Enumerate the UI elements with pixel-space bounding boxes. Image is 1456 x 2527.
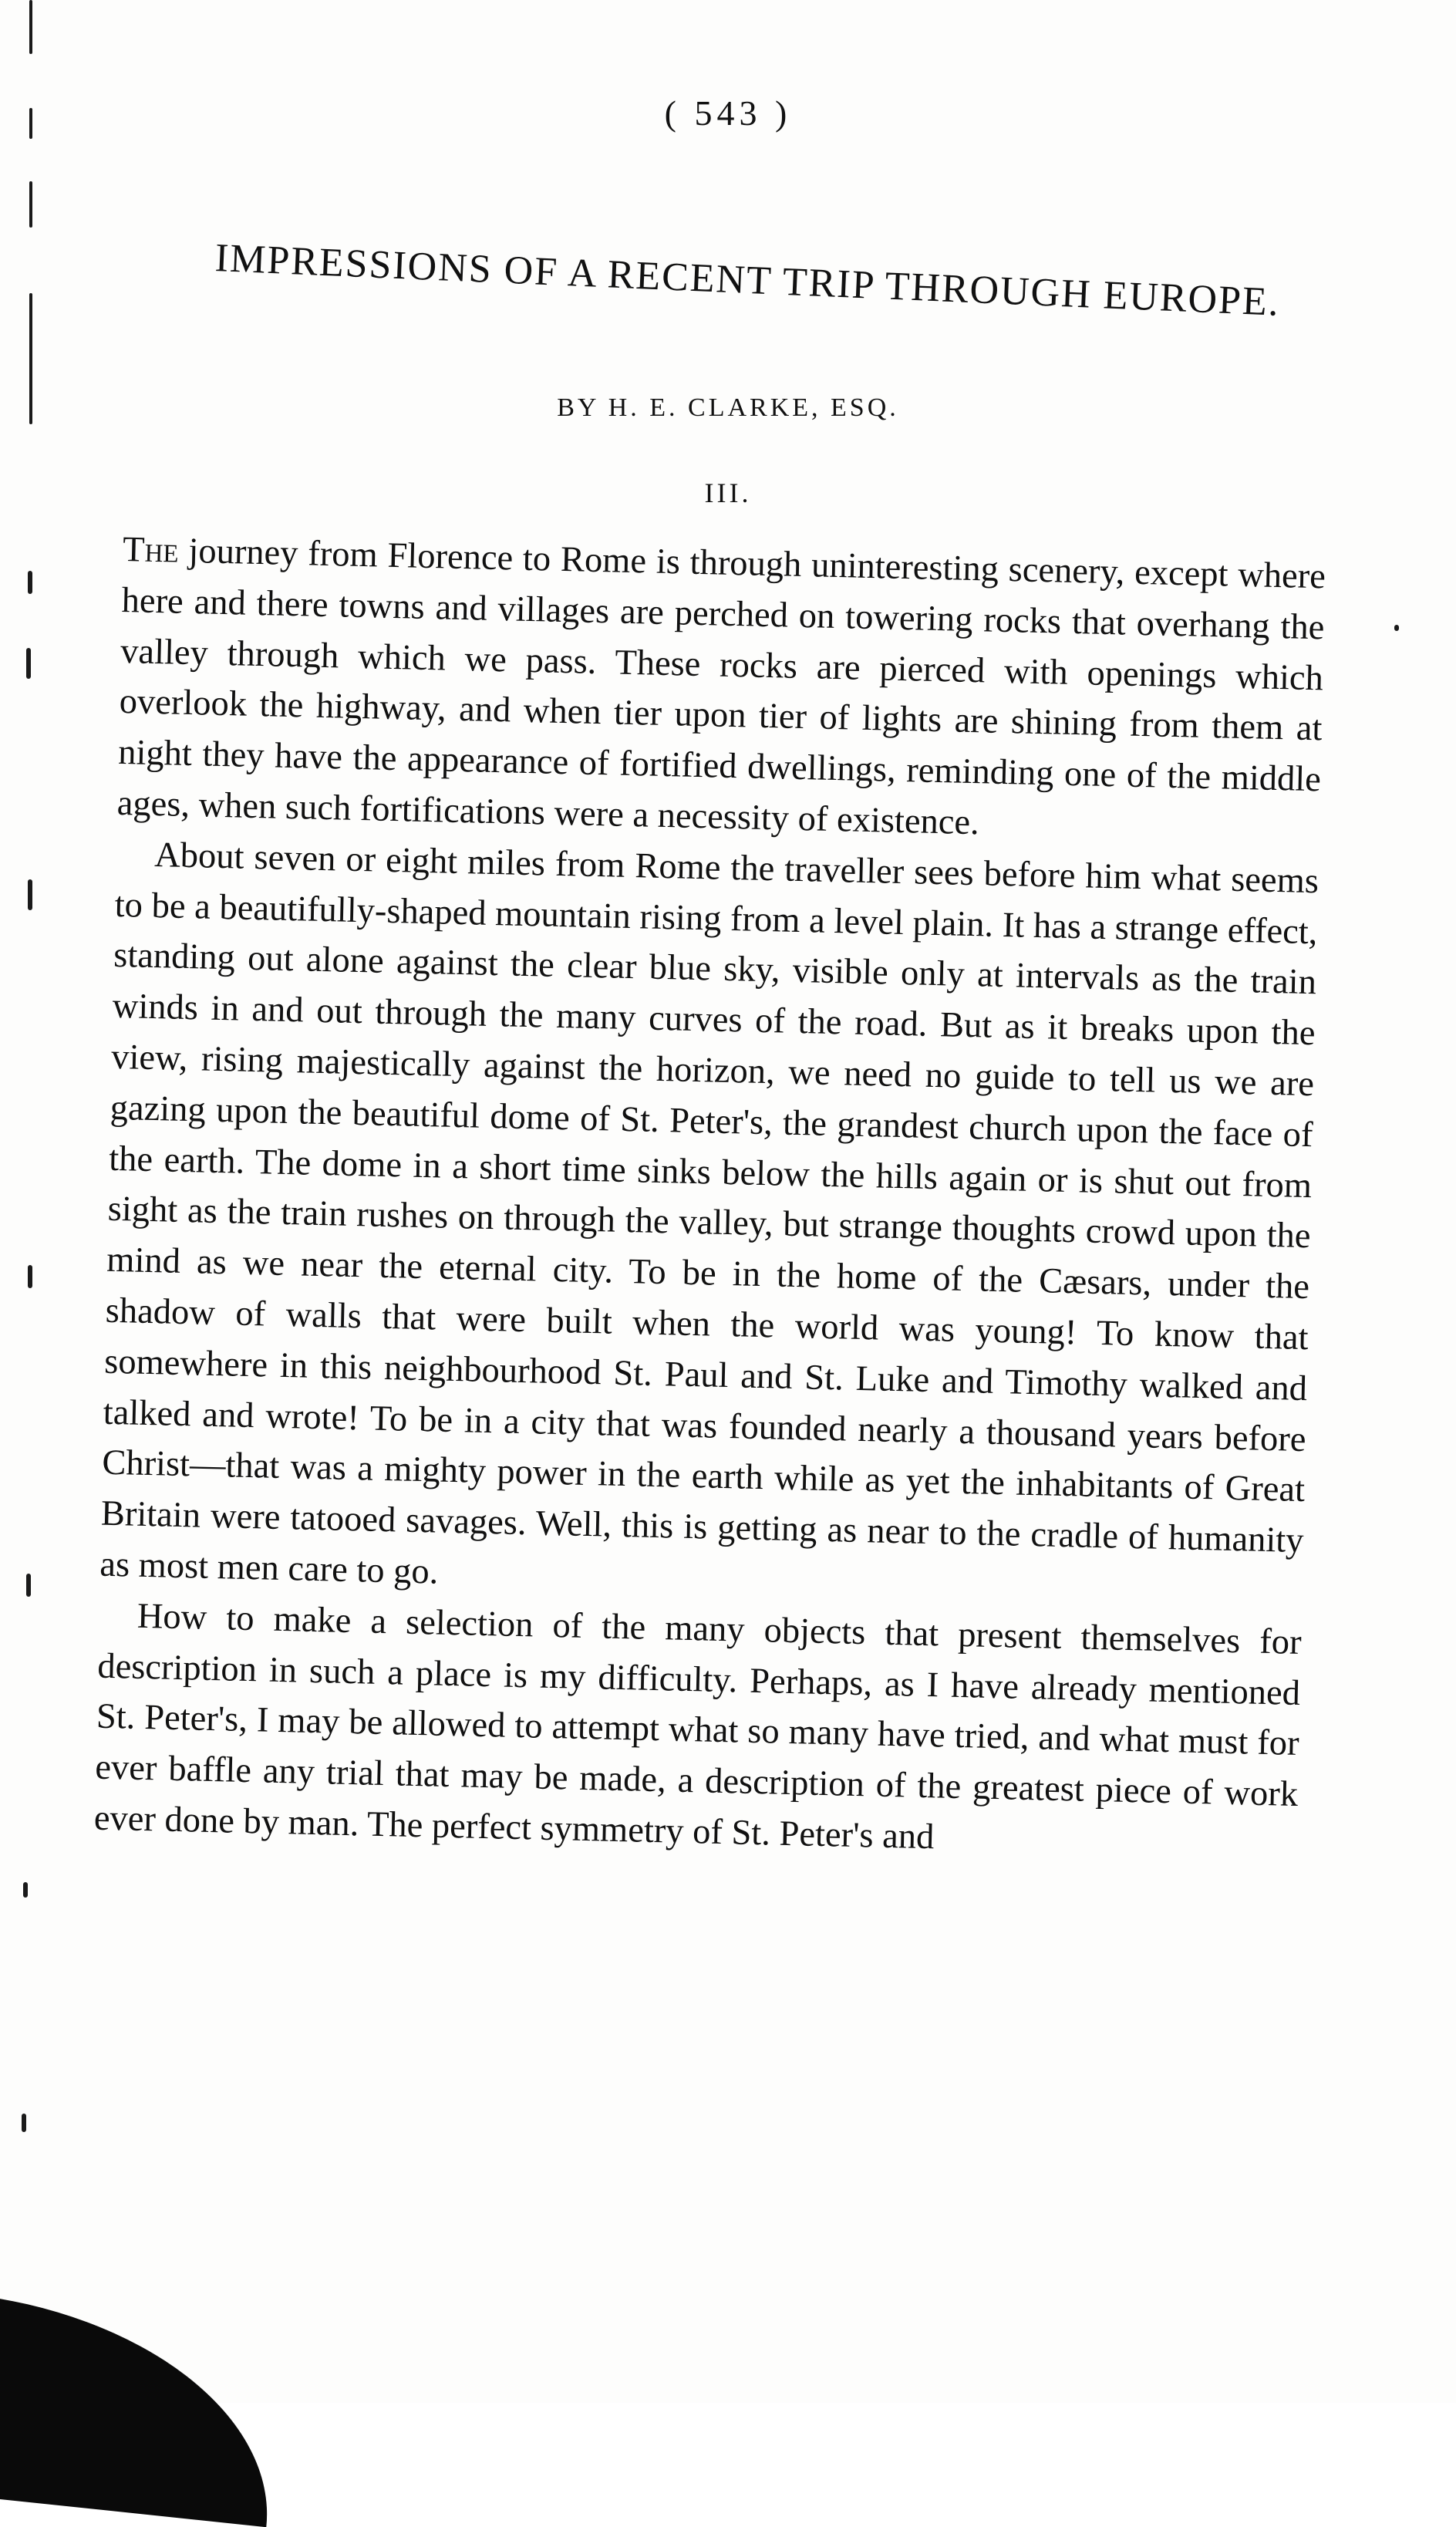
paragraph: About seven or eight miles from Rome the traveller sees before him what seems to be a beautifully-shaped mountain rising from a level plain. It has a strange effect, standing out alone against the clear blue sky, visible only at intervals as the train winds in and out through the many curves of the road. But as it breaks upon the view, rising majestically against the horizon, we need no guide to tell us we are gazing upon the beautiful dome of St. Peter's, the grandest church upon the face of the earth. The dome in a short time sinks below the hills again or is shut out from sight as the train rushes on through the valley, but strange thoughts crowd upon the mind as we near the eternal city. To be in the home of the Cæsars, under the shadow of walls that were built when the world was young! To know that somewhere in this neighbourhood St. Paul and St. Luke and Timothy walked and talked and wrote! To be in a city that was founded nearly a thousand years before Christ—that was a mighty power in the earth while as yet the inhabitants of Great Britain were tatooed savages. Well, this is getting as near to the cradle of humanity as most men care to go. — [99, 835, 1320, 1592]
binding-mark — [26, 648, 31, 679]
binding-mark — [28, 1265, 32, 1288]
paragraph: How to make a selection of the many objects that present themselves for description in such a place is my difficulty. Perhaps, as I have already mentioned St. Peter's, I may be allowed to attempt what so many have tried, and what must for ever baffle any trial that may be made, a description of the greatest piece of work ever done by man. The perfect symmetry of St. Peter's and — [93, 1596, 1303, 1857]
paragraph-text: journey from Florence to Rome is through uninteresting scenery, except where here and there towns and villages are perched on towering rocks that overhang the valley through which we pass. These rocks are pierced with openings which overlook the highway, and when tier upon tier of lights are shining from them at night they have the appearance of fortified dwellings, reminding one of the middle ages, when such fortifications were a necessity of existence. — [116, 531, 1326, 843]
section-number: III. — [704, 477, 752, 508]
binding-mark — [1394, 625, 1399, 631]
author-byline: BY H. E. CLARKE, ESQ. — [557, 393, 899, 422]
page-corner-shadow — [0, 2294, 287, 2527]
paragraph-lead-word: The — [122, 529, 180, 571]
binding-mark — [23, 1882, 28, 1898]
article-body — [93, 525, 1326, 1871]
paragraph — [116, 525, 1326, 856]
article-title: IMPRESSIONS OF A RECENT TRIP THROUGH EUROPE. — [214, 236, 1281, 325]
binding-mark — [28, 571, 32, 594]
binding-mark — [29, 0, 32, 54]
binding-mark — [22, 2114, 26, 2132]
binding-mark — [28, 879, 32, 910]
binding-mark — [29, 181, 32, 228]
binding-mark — [26, 1574, 31, 1597]
page-number: ( 543 ) — [664, 93, 792, 133]
